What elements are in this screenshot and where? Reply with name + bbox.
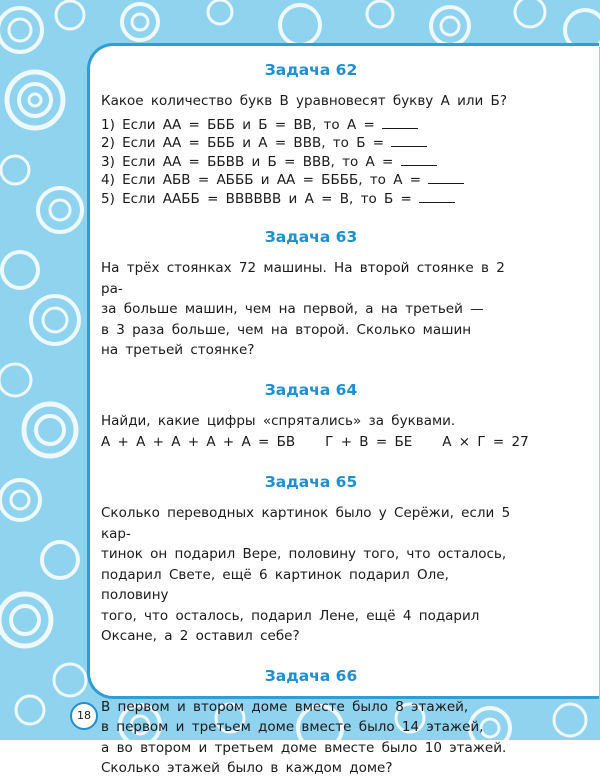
tasks-content (101, 45, 529, 779)
answer-blank[interactable] (401, 153, 437, 166)
task-65-line: Сколько переводных картинок было у Серёжи, если 5 кар- (101, 505, 511, 542)
task-62-item: 5) Если ААББ = ВВВВВВ и А = В, то Б = (101, 190, 521, 209)
task-66-line: В первом и втором доме вместе было 8 этажей, (101, 698, 469, 715)
task-63-line: На трёх стоянках 72 машины. На второй стоянке в 2 ра- (101, 260, 505, 297)
task-65-line: тинок он подарил Вере, половину того, что осталось, (101, 546, 507, 562)
task-62-intro: Какое количество букв В уравновесят букву А или Б? (101, 93, 507, 109)
task-64-intro: Найди, какие цифры «спрятались» за буквами. (101, 412, 456, 429)
task-62-item: 2) Если АА = БББ и А = ВВВ, то Б = (101, 134, 521, 153)
task-65-title: Задача 65 (264, 473, 358, 491)
task-63-title: Задача 63 (264, 228, 358, 246)
task-66-line: Сколько этажей было в каждом доме? (101, 760, 393, 776)
answer-blank[interactable] (382, 116, 418, 129)
task-66-line: в первом и третьем доме вместе было 14 этажей, (101, 719, 484, 735)
task-63-line: за больше машин, чем на первой, а на третьей — (101, 301, 484, 317)
task-62-item: 4) Если АБВ = АБББ и АА = ББББ, то А = (101, 171, 521, 190)
task-63-line: на третьей стоянке? (101, 342, 255, 358)
task-64-equations (101, 431, 529, 453)
answer-blank[interactable] (428, 171, 464, 184)
equation: А + А + А + А + А = БВ (101, 434, 296, 450)
answer-blank[interactable] (391, 134, 427, 147)
equation: А × Г = 27 (442, 434, 529, 450)
task-65-line: подарил Свете, ещё 6 картинок подарил Оле, половину (101, 566, 449, 603)
answer-blank[interactable] (419, 190, 455, 203)
task-64-title: Задача 64 (264, 380, 358, 399)
equation: Г + В = БЕ (325, 434, 413, 450)
task-62-item: 1) Если АА = БББ и Б = ВВ, то А = (101, 116, 521, 135)
task-66-title: Задача 66 (264, 666, 358, 685)
task-63-line: в 3 раза больше, чем на второй. Сколько машин (101, 321, 472, 338)
task-65-line: Оксане, а 2 оставил себе? (101, 628, 300, 644)
task-62-title: Задача 62 (264, 61, 358, 79)
task-66-line: а во втором и третьем доме вместе было 10 этажей. (101, 739, 507, 756)
page-number: 18 (70, 702, 98, 730)
task-65-line: того, что осталось, подарил Лене, ещё 4 подарил (101, 607, 480, 624)
task-62-item: 3) Если АА = ББВВ и Б = ВВВ, то А = (101, 153, 521, 172)
